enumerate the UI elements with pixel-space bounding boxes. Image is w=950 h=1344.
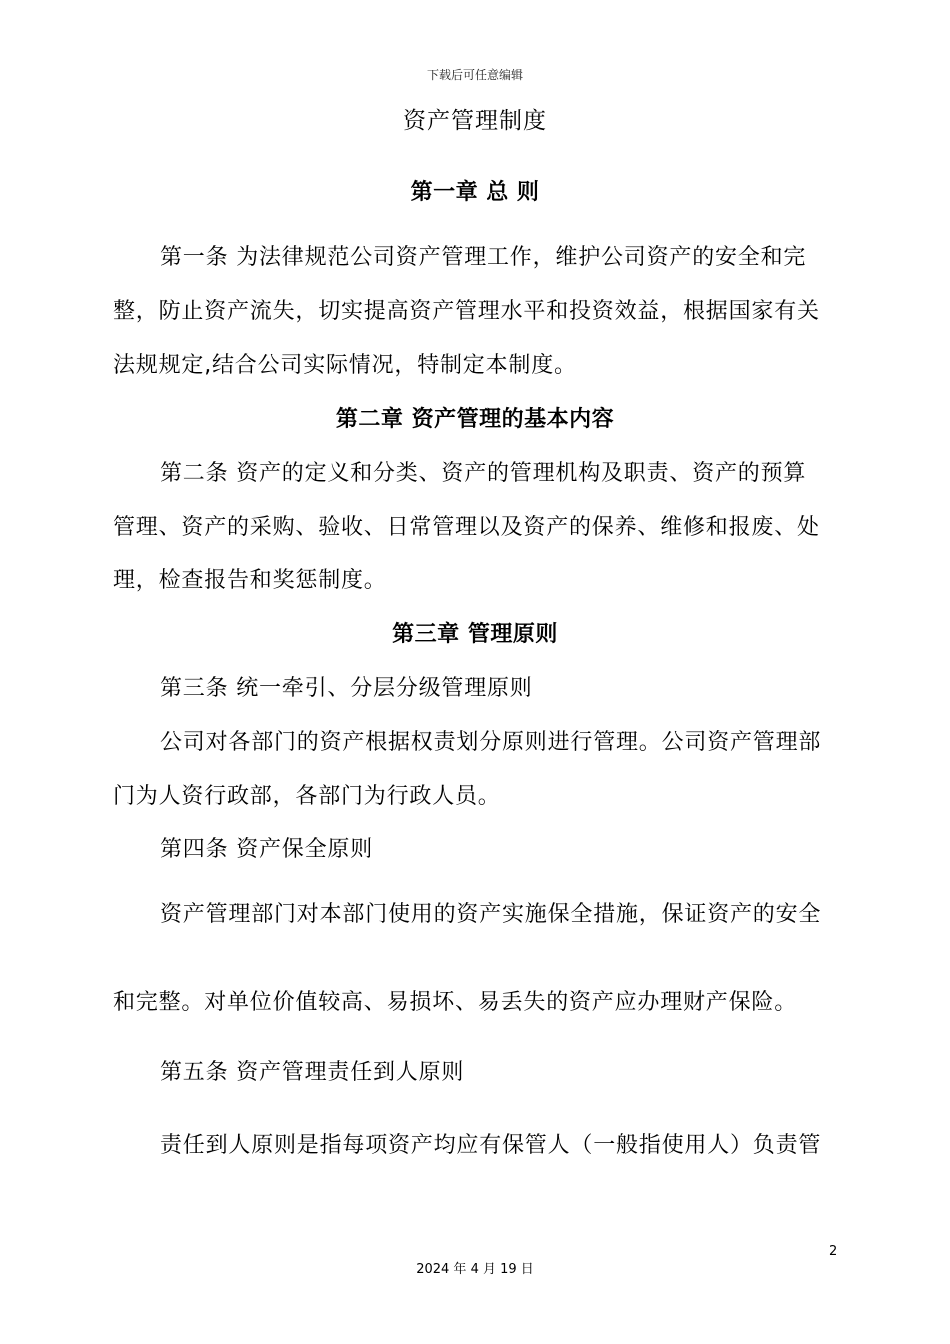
- chapter-heading-3: 第三章 管理原则: [392, 622, 558, 647]
- chapter-heading-1: 第一章 总 则: [410, 180, 540, 205]
- paragraph-line: 第二条 资产的定义和分类、资产的管理机构及职责、资产的预算: [160, 461, 807, 486]
- paragraph-line: 和完整。对单位价值较高、易损坏、易丢失的资产应办理财产保险。: [113, 990, 798, 1015]
- chapter-heading-2: 第二章 资产管理的基本内容: [335, 407, 615, 432]
- paragraph-line: 门为人资行政部，各部门为行政人员。: [113, 784, 501, 809]
- paragraph-line: 资产管理部门对本部门使用的资产实施保全措施，保证资产的安全: [160, 902, 822, 927]
- article-heading: 第四条 资产保全原则: [160, 837, 373, 862]
- article-heading: 第三条 统一牵引、分层分级管理原则: [160, 676, 533, 701]
- paragraph-line: 第一条 为法律规范公司资产管理工作，维护公司资产的安全和完: [160, 245, 807, 270]
- paragraph-line: 公司对各部门的资产根据权责划分原则进行管理。公司资产管理部: [160, 730, 822, 755]
- paragraph-line: 整，防止资产流失，切实提高资产管理水平和投资效益，根据国家有关: [113, 299, 820, 324]
- header-note: 下载后可任意编辑: [426, 68, 523, 82]
- paragraph-line: 责任到人原则是指每项资产均应有保管人（一般指使用人）负责管: [160, 1133, 822, 1158]
- footer-date: 2024 年 4 月 19 日: [416, 1262, 534, 1277]
- paragraph-line: 管理、资产的采购、验收、日常管理以及资产的保养、维修和报废、处: [113, 515, 820, 540]
- article-heading: 第五条 资产管理责任到人原则: [160, 1060, 465, 1085]
- paragraph-line: 法规规定,结合公司实际情况，特制定本制度。: [113, 353, 577, 378]
- paragraph-line: 理，检查报告和奖惩制度。: [113, 568, 387, 593]
- document-title: 资产管理制度: [403, 108, 547, 134]
- page-number: 2: [829, 1244, 838, 1259]
